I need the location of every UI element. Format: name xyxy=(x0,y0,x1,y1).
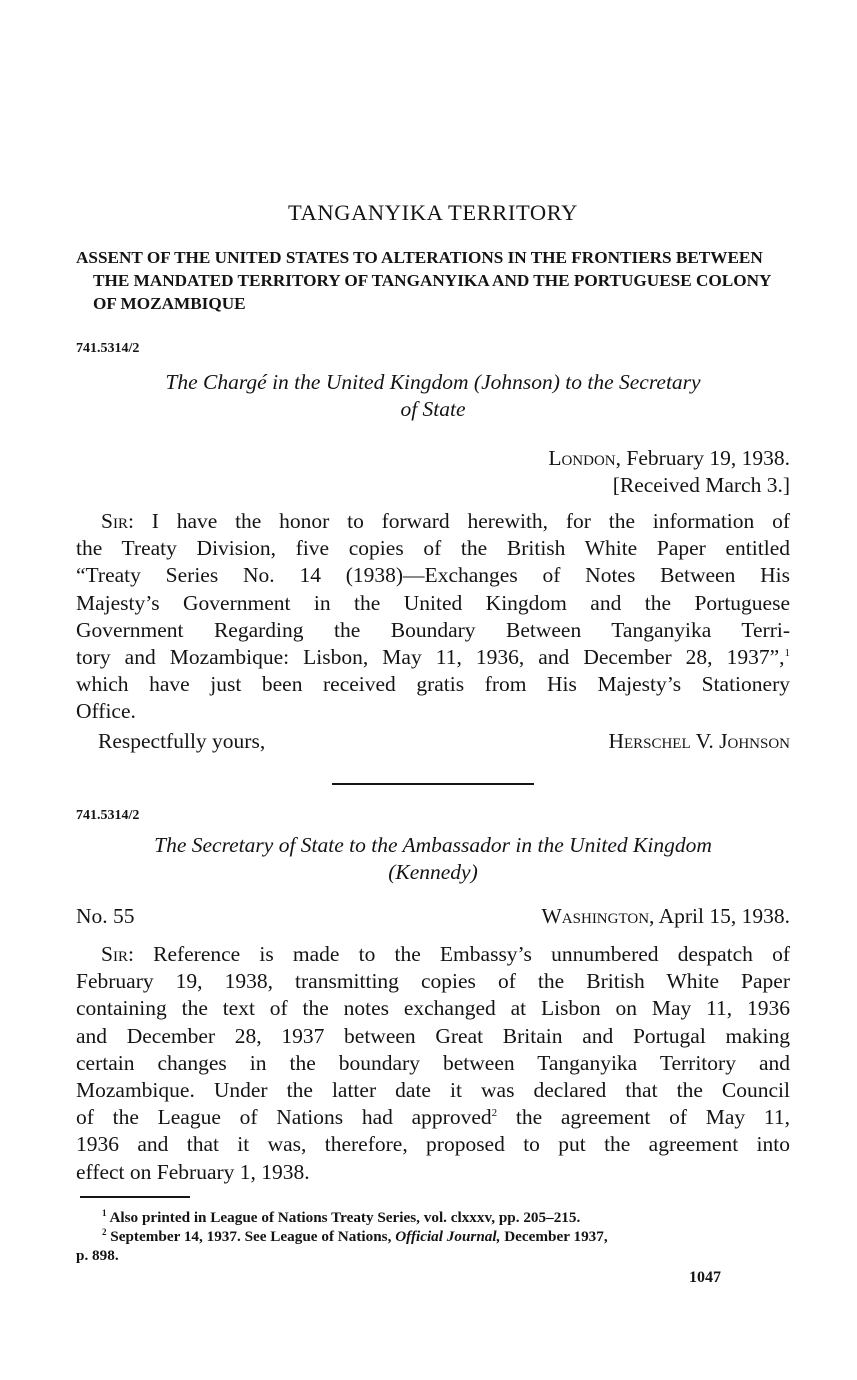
body-line: Mozambique. Under the latter date it was declared that the Council xyxy=(76,1078,790,1103)
dateline-2 xyxy=(542,904,790,929)
body-line: February 19, 1938, transmitting copies of the British White Paper xyxy=(76,969,790,994)
file-number-2: 741.5314/2 xyxy=(76,808,140,823)
page-title: TANGANYIKA TERRITORY xyxy=(288,200,578,225)
page-number: 1047 xyxy=(689,1269,721,1286)
salutation: Sir: xyxy=(101,509,134,533)
letter-body-2 xyxy=(76,941,790,1186)
footnote-text: September 14, 1937. See League of Nations, xyxy=(106,1228,396,1245)
file-number-1: 741.5314/2 xyxy=(76,341,140,356)
signature: Herschel V. Johnson xyxy=(608,729,790,753)
place: Washington, xyxy=(541,904,655,928)
body-text: Reference is made to the Embassy’s unnumbered despatch of xyxy=(133,942,790,966)
body-line xyxy=(76,1104,790,1131)
footnote-text: Also printed in League of Nations Treaty Series, vol. clxxxv, pp. 205–215. xyxy=(106,1209,581,1226)
salutation: Sir: xyxy=(101,942,134,966)
footnote-2-continued: p. 898. xyxy=(76,1247,119,1264)
body-line: effect on February 1, 1938. xyxy=(76,1159,310,1184)
footnotes xyxy=(76,1208,790,1265)
heading-line: The Secretary of State to the Ambassador in the United Kingdom xyxy=(154,833,712,857)
body-line: Majesty’s Government in the United Kingdom and the Portuguese xyxy=(76,590,790,615)
heading-line: (Kennedy) xyxy=(388,860,478,884)
document-page xyxy=(76,0,790,1380)
body-line: 1936 and that it was, therefore, proposed to put the agreement into xyxy=(76,1132,790,1157)
footnote-mark: 2 xyxy=(102,1227,107,1237)
heading-line: of State xyxy=(400,397,466,421)
place: London, xyxy=(548,446,621,470)
footnote-2 xyxy=(76,1227,790,1246)
body-line: which have just been received gratis from His Majesty’s Stationery xyxy=(76,672,790,697)
letter-body-1 xyxy=(76,508,790,726)
document-heading-2 xyxy=(76,832,790,886)
body-text: the agreement of May 11, xyxy=(497,1105,790,1130)
body-line: Government Regarding the Boundary Between Tanganyika Terri- xyxy=(76,617,790,642)
heading-line: The Chargé in the United Kingdom (Johnson) to the Secretary xyxy=(165,370,701,394)
body-line: and December 28, 1937 between Great Britain and Portugal making xyxy=(76,1023,790,1048)
received-note: [Received March 3.] xyxy=(612,473,790,497)
footnote-text: December 1937, xyxy=(500,1228,608,1245)
body-line: certain changes in the boundary between Tanganyika Territory and xyxy=(76,1050,790,1075)
footnote-1 xyxy=(76,1208,790,1227)
body-line: containing the text of the notes exchanged at Lisbon on May 11, 1936 xyxy=(76,996,790,1021)
despatch-number: No. 55 xyxy=(76,904,135,928)
body-line xyxy=(76,941,790,968)
body-line: Office. xyxy=(76,699,136,724)
body-line xyxy=(76,508,790,535)
body-text: tory and Mozambique: Lisbon, May 11, 1936, and December 28, 1937”, xyxy=(76,645,785,670)
footnote-rule xyxy=(80,1196,190,1198)
date: February 19, 1938. xyxy=(621,446,790,470)
number-dateline-2 xyxy=(76,904,790,929)
footnote-mark: 1 xyxy=(102,1208,107,1218)
body-text: of the League of Nations had approved xyxy=(76,1105,492,1130)
body-text: I have the honor to forward herewith, for the information of xyxy=(133,509,790,533)
date: April 15, 1938. xyxy=(654,904,790,928)
footnote-ref-1: 1 xyxy=(784,647,790,660)
body-line xyxy=(76,644,790,671)
separator-rule xyxy=(332,783,534,785)
document-heading-1 xyxy=(76,369,790,423)
dateline-1 xyxy=(548,445,790,499)
section-subtitle: ASSENT OF THE UNITED STATES TO ALTERATIONS IN THE FRONTIERS BETWEEN THE MANDATED TERRITORY OF TANGANYIKA AND THE PORTUGUESE COLONY OF MOZAMBIQUE xyxy=(76,248,771,313)
body-line: the Treaty Division, five copies of the British White Paper entitled xyxy=(76,536,790,561)
footnote-ref-2: 2 xyxy=(491,1107,498,1120)
footnote-italic: Official Journal, xyxy=(395,1228,501,1245)
closing: Respectfully yours, xyxy=(98,729,266,753)
body-line: “Treaty Series No. 14 (1938)—Exchanges of Notes Between His xyxy=(76,563,790,588)
